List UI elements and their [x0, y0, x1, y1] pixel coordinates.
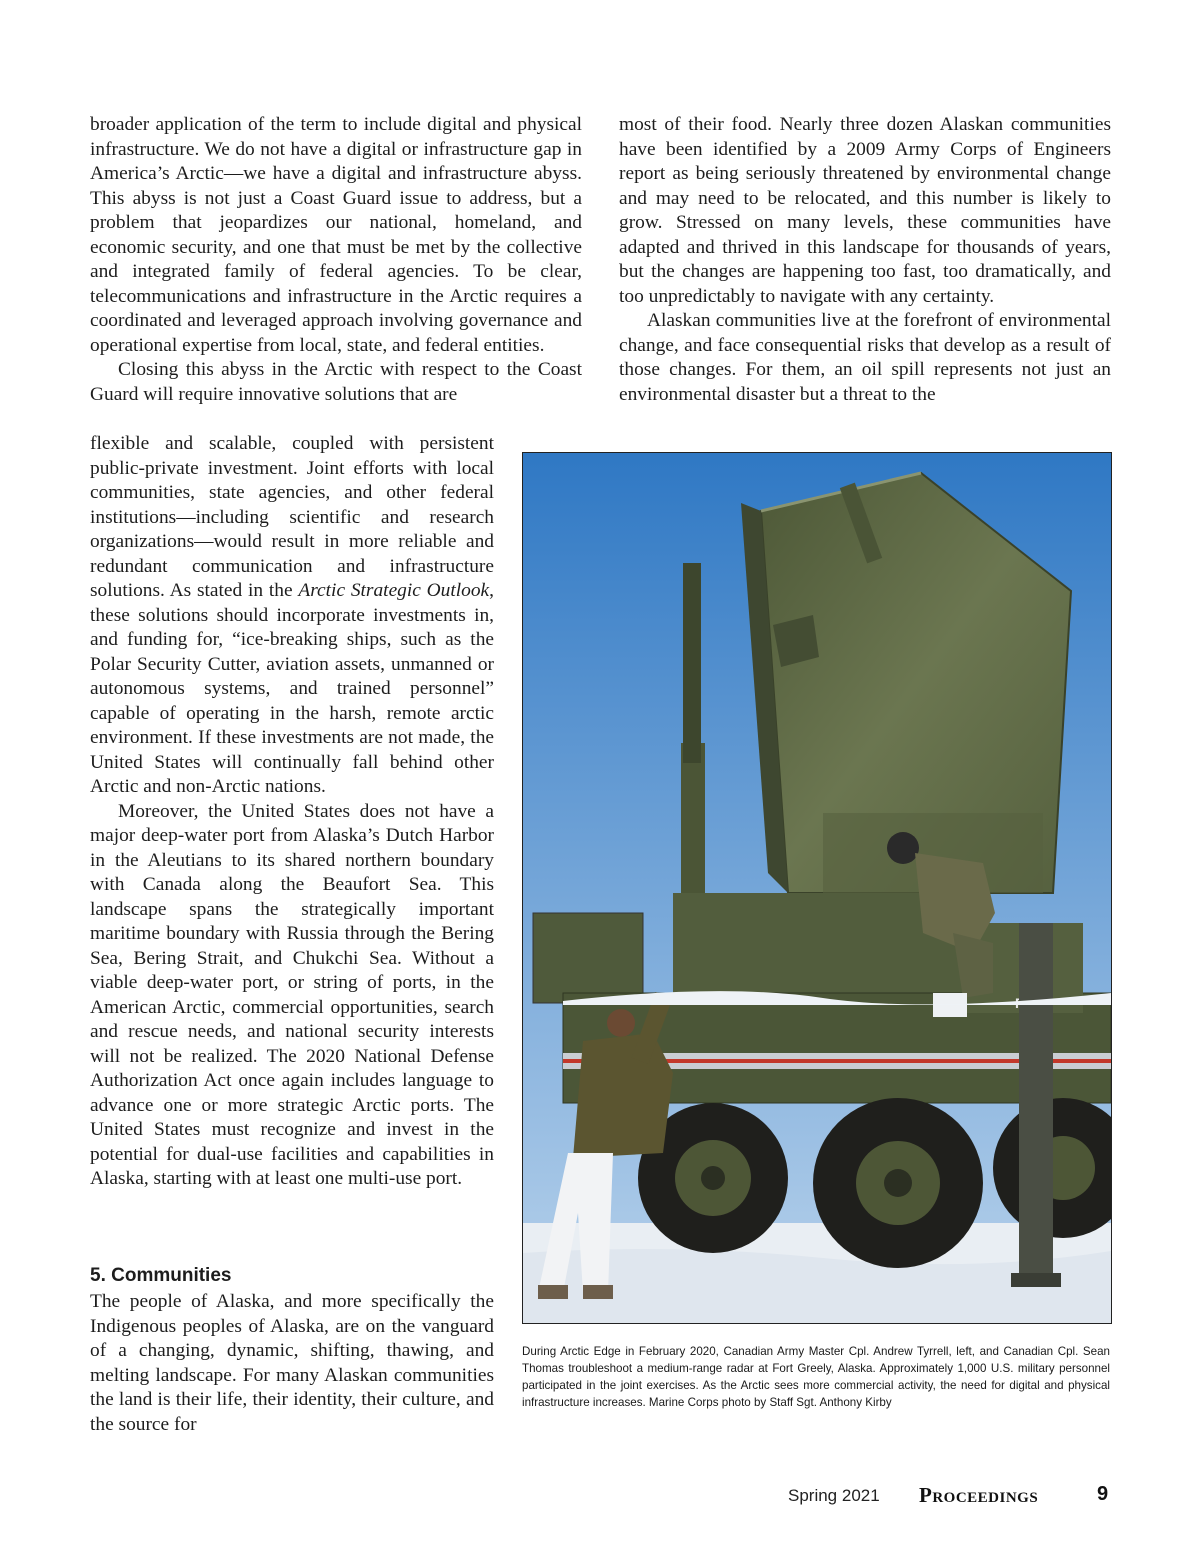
- left-column-top: [90, 113, 582, 407]
- stabilizer-leg: [1019, 923, 1053, 1283]
- right-column: [619, 113, 1111, 407]
- publication-title: Arctic Strategic Outlook: [298, 580, 490, 601]
- text-run: , these solutions should incorporate investments in, and funding for, “ice-breaking ships, such as the Polar Security Cutter, aviation assets, unmanned or autonomous systems, and trained personnel” capable of operating in the harsh, remote arctic environment. If these investments are not made, the United States will continually fall behind other Arctic and non-Arctic nations.: [90, 580, 494, 797]
- footer-magazine-name: Proceedings: [919, 1483, 1039, 1507]
- footer-season: Spring 2021: [788, 1486, 880, 1505]
- paragraph-infrastructure-abyss: broader application of the term to include digital and physical infrastructure. We do not have a digital or infrastructure gap in America’s Arctic—we have a digital and infrastructure abyss. This abyss is not just a Coast Guard issue to address, but a problem that jeopardizes our national, homeland, and economic security, and one that must be met by the collective and integrated family of federal agencies. To be clear, telecommunications and infrastructure in the Arctic requires a coordinated and leveraged approach involving governance and operational expertise from local, state, and federal entities.: [90, 114, 582, 356]
- paragraph-closing-abyss-cont: [90, 432, 494, 800]
- paragraph-closing-abyss-start: Closing this abyss in the Arctic with respect to the Coast Guard will require innovative solutions that are: [90, 359, 582, 405]
- section-heading: 5. Communities: [90, 1265, 232, 1286]
- text-run: flexible and scalable, coupled with persistent public-private investment. Joint efforts with local communities, state agencies, and other federal institutions—including scientific and research organizations—would result in more reliable and redundant communication and infrastructure solutions. As stated in the: [90, 433, 494, 601]
- radar-illustration: [523, 453, 1111, 1323]
- paragraph-communities: The people of Alaska, and more specifically the Indigenous peoples of Alaska, are on the vanguard of a changing, dynamic, shifting, thawing, and melting landscape. For many Alaskan communities the land is their life, their identity, their culture, and the source for: [90, 1291, 494, 1435]
- left-column-narrow: [90, 432, 494, 1192]
- paragraph-environmental-change: Alaskan communities live at the forefront of environmental change, and face consequential risks that develop as a result of those changes. For them, an oil spill represents not just an environmental disaster but a threat to the: [619, 310, 1111, 405]
- paragraph-food-relocation: most of their food. Nearly three dozen Alaskan communities have been identified by a 2009 Army Corps of Engineers report as being seriously threatened by environmental change and may need to be relocated, and this number is likely to grow. Stressed on many levels, these communities have adapted and thrived in this landscape for thousands of years, but the changes are happening too fast, too dramatically, and too unpredictably to navigate with any certainty.: [619, 114, 1111, 307]
- footer-page-number: 9: [1097, 1483, 1109, 1505]
- left-column-bottom: [90, 1290, 494, 1437]
- paragraph-deep-water-port: Moreover, the United States does not have a major deep-water port from Alaska’s Dutch Harbor in the Aleutians to its shared northern boundary with Canada along the Beaufort Sea. This landscape spans the strategically important maritime boundary with Russia through the Bering Sea, Bering Strait, and Chukchi Sea. Without a viable deep-water port, or string of ports, in the American Arctic, commercial opportunities, search and rescue needs, and national security interests will not be realized. The 2020 National Defense Authorization Act once again includes language to advance one or more strategic Arctic ports. The United States must recognize and invest in the potential for dual-use facilities and capabilities in Alaska, starting with at least one multi-use port.: [90, 800, 494, 1189]
- photo-caption: During Arctic Edge in February 2020, Canadian Army Master Cpl. Andrew Tyrrell, left, and Canadian Cpl. Sean Thomas troubleshoot a medium-range radar at Fort Greely, Alaska. Approximately 1,000 U.S. military personnel participated in the joint exercises. As the Arctic sees more commercial activity, the need for digital and physical infrastructure increases. Marine Corps photo by Staff Sgt. Anthony Kirby: [522, 1345, 1110, 1409]
- radar-photo: [522, 452, 1112, 1324]
